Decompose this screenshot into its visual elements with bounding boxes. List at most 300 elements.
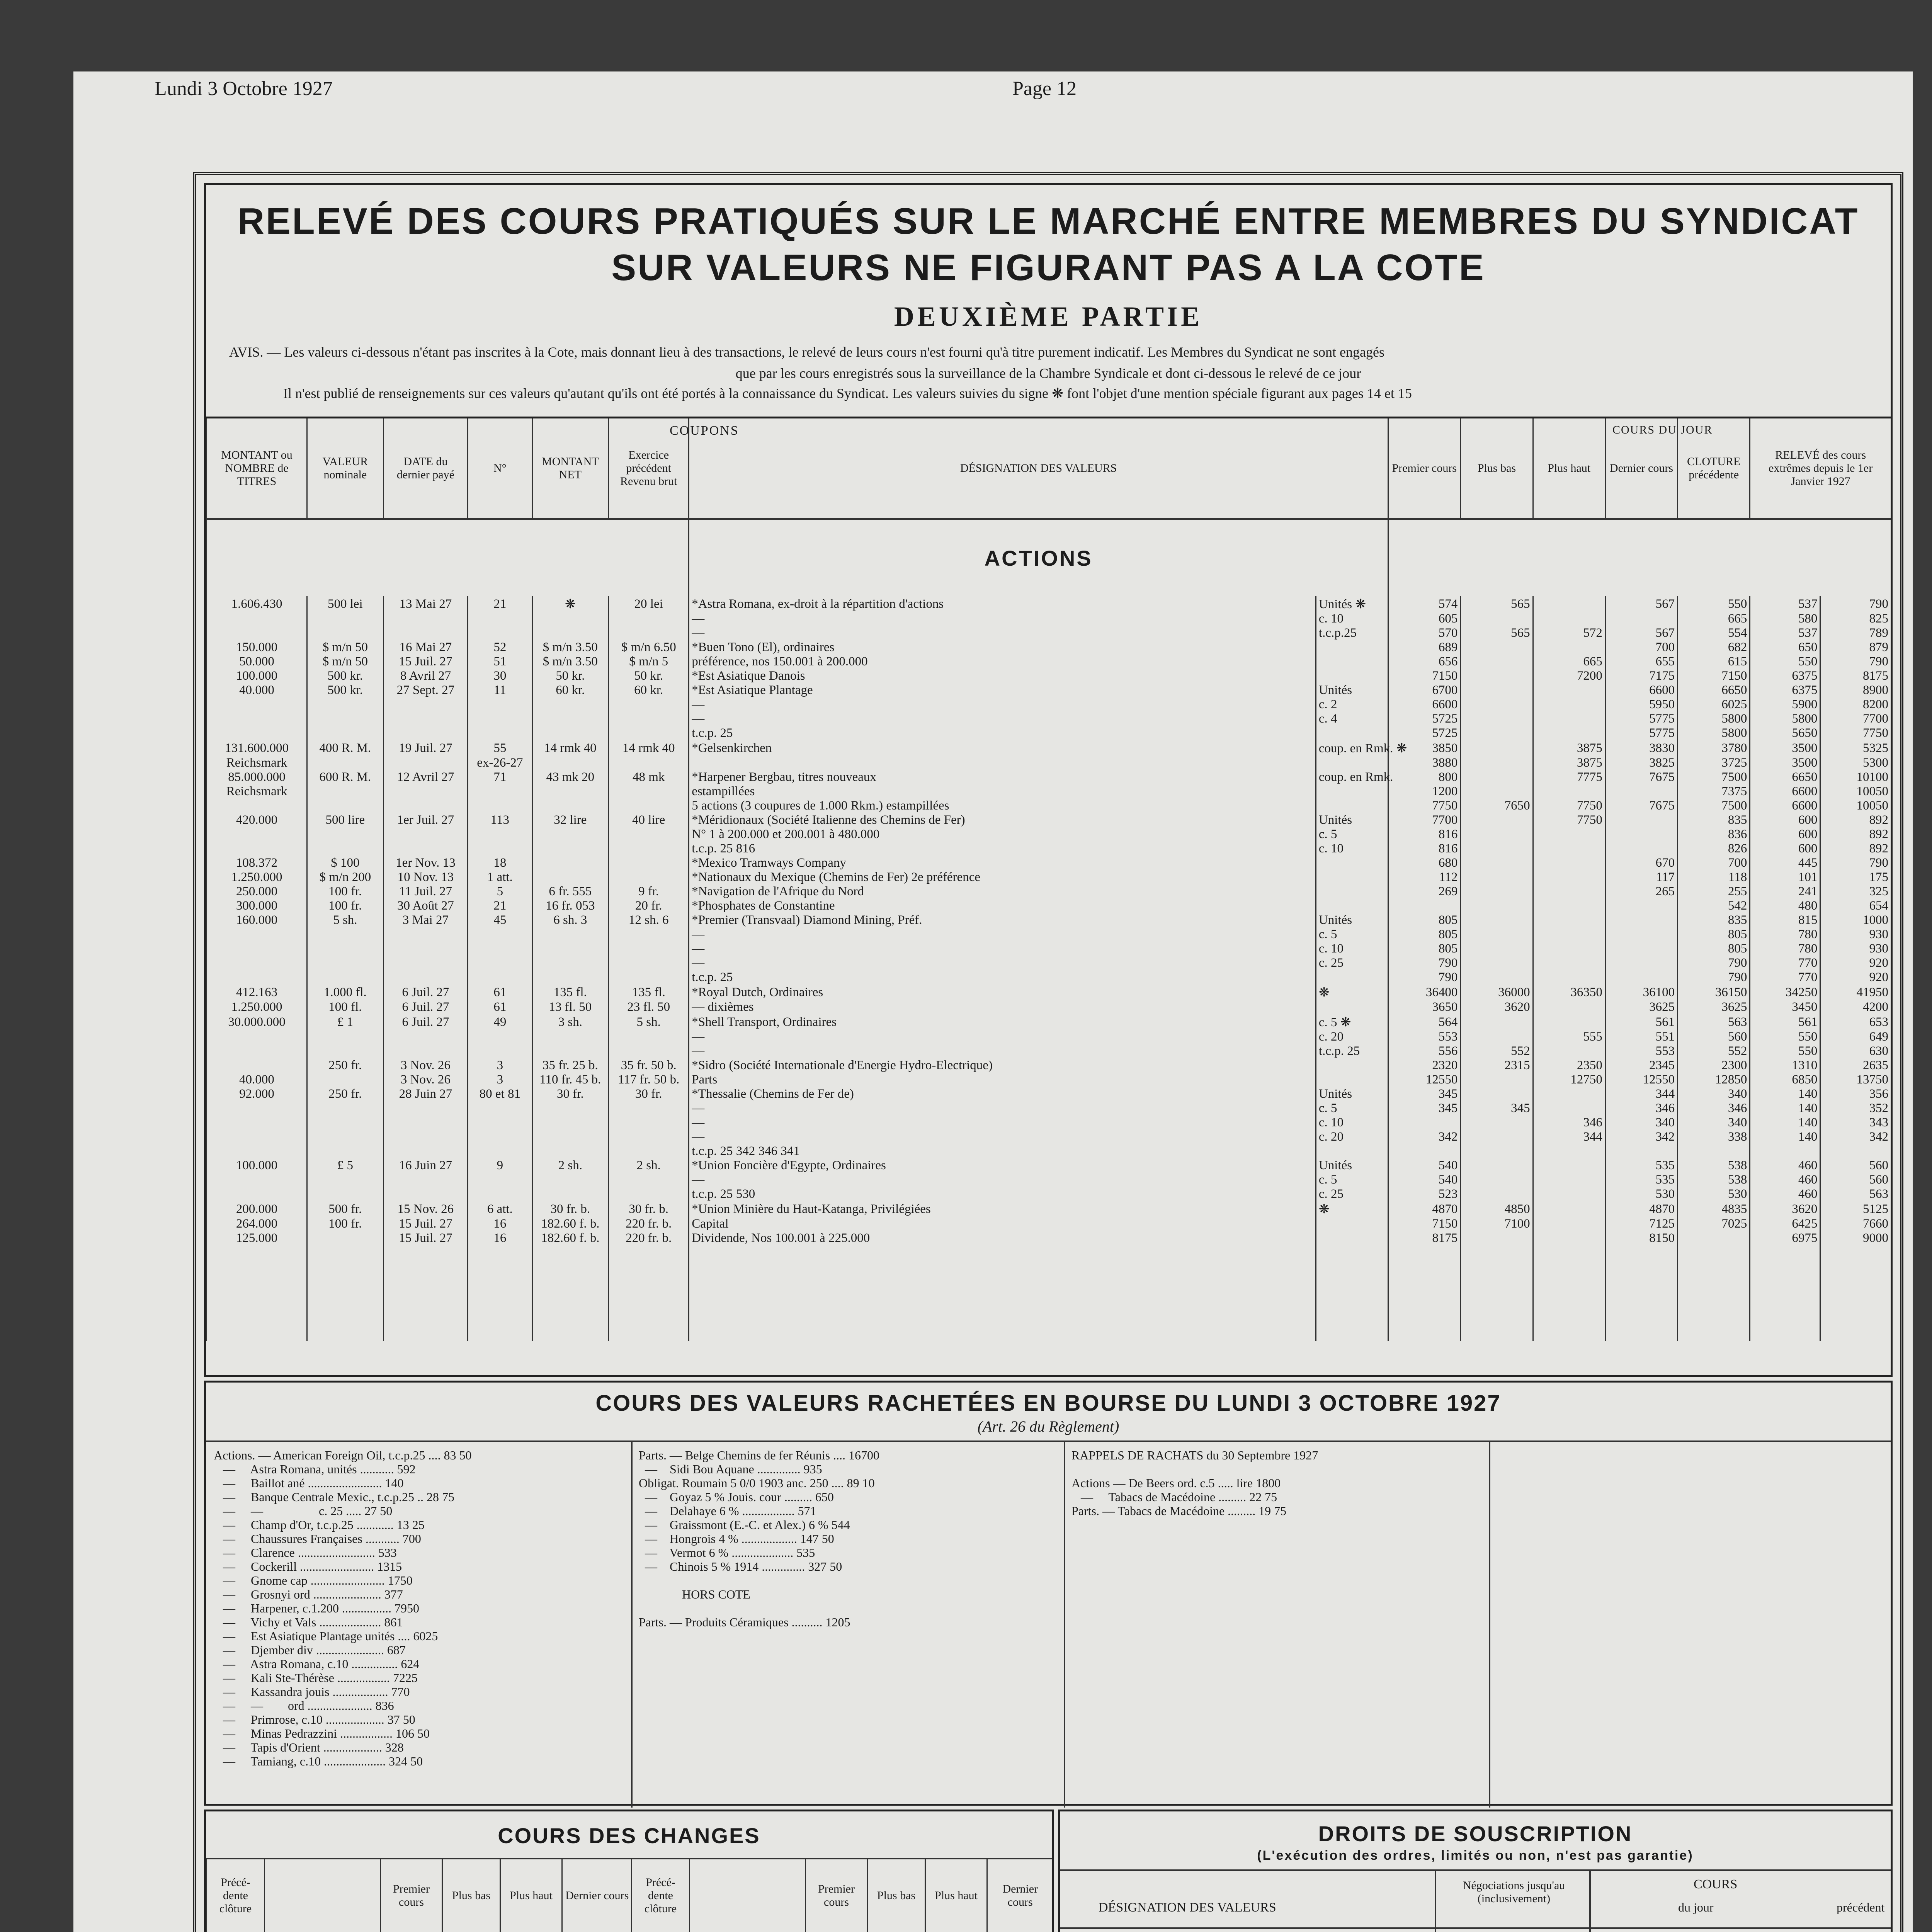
table-cell	[1605, 956, 1677, 970]
table-cell	[1461, 913, 1533, 927]
table-cell: 45	[468, 913, 532, 927]
table-row	[207, 1116, 1891, 1130]
table-cell: 9000	[1820, 1231, 1891, 1245]
table-row	[207, 655, 1891, 669]
table-cell: 825	[1820, 612, 1891, 626]
table-cell: 11	[468, 683, 532, 697]
table-cell: 3620	[1461, 1000, 1533, 1014]
table-cell: 653	[1820, 1014, 1891, 1030]
table-cell	[383, 626, 468, 640]
main-title: RELEVÉ DES COURS PRATIQUÉS SUR LE MARCHÉ ENTRE MEMBRES DU SYNDICAT	[237, 201, 1859, 242]
table-cell: 7750	[1388, 799, 1461, 813]
table-cell: 550	[1750, 655, 1820, 669]
table-cell: 14 rmk 40	[609, 740, 689, 756]
table-cell: 5950	[1605, 697, 1677, 712]
table-cell	[1533, 856, 1605, 870]
table-cell	[532, 842, 609, 856]
table-cell	[307, 1030, 384, 1044]
table-cell	[207, 927, 307, 942]
table-cell	[307, 1101, 384, 1116]
table-cell: c. 20	[1316, 1030, 1388, 1044]
table-cell: ❋	[1316, 1201, 1388, 1217]
table-cell: 1.250.000	[207, 1000, 307, 1014]
table-cell	[468, 712, 532, 726]
table-cell: 1.250.000	[207, 870, 307, 884]
table-cell	[383, 697, 468, 712]
table-cell: 3780	[1678, 740, 1750, 756]
table-cell	[1750, 1144, 1820, 1158]
table-cell: 565	[1461, 596, 1533, 612]
table-cell: 680	[1388, 856, 1461, 870]
empty-row	[207, 1293, 1891, 1305]
changes-section	[204, 1810, 1054, 1932]
table-cell	[307, 784, 384, 799]
table-cell: ❋	[1316, 985, 1388, 1000]
table-cell: 36100	[1605, 985, 1677, 1000]
table-cell	[1461, 770, 1533, 784]
table-cell	[383, 927, 468, 942]
table-cell: —	[689, 697, 1316, 712]
table-cell: 5800	[1678, 726, 1750, 740]
table-cell: 35 fr. 50 b.	[609, 1058, 689, 1073]
table-cell	[383, 799, 468, 813]
table-cell	[532, 626, 609, 640]
table-cell	[532, 712, 609, 726]
table-cell: 51	[468, 655, 532, 669]
table-cell: 6425	[1750, 1217, 1820, 1231]
table-cell: 6 att.	[468, 1201, 532, 1217]
table-cell	[207, 1030, 307, 1044]
table-cell	[383, 1044, 468, 1058]
table-cell	[307, 842, 384, 856]
table-cell	[468, 612, 532, 626]
table-cell	[1461, 870, 1533, 884]
table-cell: 30	[468, 669, 532, 683]
table-cell: 570	[1388, 626, 1461, 640]
header-date: DATE du dernier payé	[383, 418, 468, 519]
table-cell: 60 kr.	[609, 683, 689, 697]
changes-header-premier: Premier cours	[381, 1859, 442, 1932]
table-cell: 6600	[1605, 683, 1677, 697]
table-cell	[1533, 1014, 1605, 1030]
table-cell: —	[689, 1173, 1316, 1187]
table-cell: 879	[1820, 640, 1891, 655]
header-plus-bas: Plus bas	[1461, 418, 1533, 519]
table-cell: 2300	[1678, 1058, 1750, 1073]
table-cell: 553	[1605, 1044, 1677, 1058]
table-cell: 7500	[1678, 799, 1750, 813]
table-cell	[609, 612, 689, 626]
table-cell	[1533, 726, 1605, 740]
table-cell	[1533, 956, 1605, 970]
table-cell	[307, 1044, 384, 1058]
table-cell: *Union Minière du Haut-Katanga, Privilégiées	[689, 1201, 1316, 1217]
table-cell	[1461, 1173, 1533, 1187]
table-cell	[609, 1030, 689, 1044]
page-frame	[193, 172, 1903, 1932]
table-cell	[383, 1173, 468, 1187]
table-cell: 460	[1750, 1173, 1820, 1187]
table-cell: 630	[1820, 1044, 1891, 1058]
table-cell: préférence, nos 150.001 à 200.000	[689, 655, 1316, 669]
table-cell: 340	[1678, 1116, 1750, 1130]
table-cell	[1461, 942, 1533, 956]
table-cell: Unités	[1316, 913, 1388, 927]
table-cell: 61	[468, 1000, 532, 1014]
changes-header-premier-2: Premier cours	[806, 1859, 867, 1932]
table-cell: 564	[1388, 1014, 1461, 1030]
table-cell	[383, 942, 468, 956]
table-cell	[468, 626, 532, 640]
table-cell: 8200	[1820, 697, 1891, 712]
table-cell	[1316, 884, 1388, 899]
part-title: DEUXIÈME PARTIE	[894, 301, 1203, 332]
table-cell: ❋	[532, 596, 609, 612]
changes-header-dernier-2: Dernier cours	[987, 1859, 1053, 1932]
table-cell	[1533, 842, 1605, 856]
table-cell: *Thessalie (Chemins de Fer de)	[689, 1087, 1316, 1101]
table-cell: 5 sh.	[609, 1014, 689, 1030]
droits-header-jour: du jour	[1678, 1900, 1714, 1914]
table-cell	[383, 1187, 468, 1201]
table-cell: *Nationaux du Mexique (Chemins de Fer) 2e préférence	[689, 870, 1316, 884]
table-cell: 540	[1388, 1158, 1461, 1173]
table-cell: 1 att.	[468, 870, 532, 884]
table-cell: 40.000	[207, 683, 307, 697]
table-cell: 7650	[1461, 799, 1533, 813]
table-cell: 5 sh.	[307, 913, 384, 927]
table-cell: 16	[468, 1217, 532, 1231]
table-cell: *Buen Tono (El), ordinaires	[689, 640, 1316, 655]
table-cell: 5725	[1388, 712, 1461, 726]
table-cell: 561	[1605, 1014, 1677, 1030]
table-cell	[609, 784, 689, 799]
table-cell: 13 fl. 50	[532, 1000, 609, 1014]
table-cell	[1605, 913, 1677, 927]
table-cell	[1461, 970, 1533, 985]
table-cell	[207, 1101, 307, 1116]
table-cell	[1316, 669, 1388, 683]
changes-header-cloture-2: Précé-dente clôture	[632, 1859, 690, 1932]
table-cell: 670	[1605, 856, 1677, 870]
table-cell: 338	[1678, 1130, 1750, 1144]
table-cell: 40 lire	[609, 813, 689, 827]
table-cell: 500 fr.	[307, 1201, 384, 1217]
table-cell	[1461, 1030, 1533, 1044]
table-cell: 655	[1605, 655, 1677, 669]
table-cell: 300.000	[207, 899, 307, 913]
table-cell: 6600	[1750, 784, 1820, 799]
table-cell	[468, 1144, 532, 1158]
table-cell	[609, 856, 689, 870]
table-cell: 835	[1678, 813, 1750, 827]
table-cell: 40.000	[207, 1073, 307, 1087]
table-cell	[1461, 1158, 1533, 1173]
table-cell: 665	[1533, 655, 1605, 669]
table-cell: 15 Juil. 27	[383, 655, 468, 669]
table-cell: 565	[1461, 626, 1533, 640]
droits-header-negociations: Négociations jusqu'au (inclusivement)	[1463, 1879, 1565, 1905]
table-cell	[307, 626, 384, 640]
table-cell: 540	[1388, 1173, 1461, 1187]
table-cell: 538	[1678, 1173, 1750, 1187]
table-row	[207, 1058, 1891, 1073]
table-cell: 110 fr. 45 b.	[532, 1073, 609, 1087]
main-subtitle: SUR VALEURS NE FIGURANT PAS A LA COTE	[611, 247, 1485, 288]
table-row	[207, 1187, 1891, 1201]
table-row	[207, 726, 1891, 740]
table-cell	[609, 712, 689, 726]
table-cell: — dixièmes	[689, 1000, 1316, 1014]
table-cell: 2320	[1388, 1058, 1461, 1073]
table-row	[207, 1014, 1891, 1030]
table-row	[207, 1217, 1891, 1231]
table-cell	[468, 799, 532, 813]
table-cell: 550	[1750, 1030, 1820, 1044]
table-cell	[1605, 927, 1677, 942]
table-cell: estampillées	[689, 784, 1316, 799]
table-cell: 7775	[1533, 770, 1605, 784]
table-cell	[609, 726, 689, 740]
table-cell: 3450	[1750, 1000, 1820, 1014]
table-cell	[532, 784, 609, 799]
header-coupons: COUPONS	[670, 423, 739, 438]
droits-header-designation: DÉSIGNATION DES VALEURS	[1099, 1900, 1276, 1915]
table-cell: 52	[468, 640, 532, 655]
table-cell: 6650	[1678, 683, 1750, 697]
table-cell	[207, 1187, 307, 1201]
table-cell: 552	[1461, 1044, 1533, 1058]
table-cell: 7175	[1605, 669, 1677, 683]
table-cell	[207, 970, 307, 985]
table-cell: 5900	[1750, 697, 1820, 712]
empty-row	[207, 1257, 1891, 1269]
table-cell: 412.163	[207, 985, 307, 1000]
table-cell	[609, 1173, 689, 1187]
table-cell	[1533, 899, 1605, 913]
table-cell	[307, 756, 384, 770]
table-cell	[609, 626, 689, 640]
table-cell	[383, 842, 468, 856]
table-cell	[1605, 784, 1677, 799]
table-cell	[1461, 1087, 1533, 1101]
table-cell	[532, 970, 609, 985]
table-cell: 3500	[1750, 756, 1820, 770]
table-cell: —	[689, 956, 1316, 970]
table-row	[207, 1000, 1891, 1014]
table-cell: 4870	[1388, 1201, 1461, 1217]
table-cell: 5	[468, 884, 532, 899]
table-cell	[207, 827, 307, 842]
table-cell: *Navigation de l'Afrique du Nord	[689, 884, 1316, 899]
table-cell: 3825	[1605, 756, 1677, 770]
table-cell	[468, 970, 532, 985]
table-cell	[609, 1116, 689, 1130]
table-cell: c. 20	[1316, 1130, 1388, 1144]
table-cell: ex-26-27	[468, 756, 532, 770]
table-cell: 789	[1820, 626, 1891, 640]
avis-line-3: Il n'est publié de renseignements sur ces valeurs qu'autant qu'ils ont été portés à la connaissance du Syndicat. Les valeurs suivies du signe ❋ font l'objet d'une mention spéciale figurant aux pages 14 et 15	[283, 386, 1412, 401]
table-cell	[1461, 1014, 1533, 1030]
table-cell: 255	[1678, 884, 1750, 899]
table-cell: $ m/n 3.50	[532, 655, 609, 669]
rachetees-col-1: Actions. — American Foreign Oil, t.c.p.25 .... 83 50 — Astra Romana, unités ........... 592 — Baillot ané ........................ 140 — Banque Centrale Mexic., t.c.p.25 .. 28 75 — — c. 25 ..... 27 50 — Champ d'Or, t.c.p.25 ............ 13 25 — Chaussures Françaises ........... 700 — Clarence ......................... 533 — Cockerill ........................ 1315 — Gnome cap ........................ 1750 — Grosnyi ord ...................... 377 — Harpener, c.1.200 ................ 7950 — Vichy et Vals .................... 861 — Est Asiatique Plantage unités .... 6025 — Djember div ...................... 687 — Astra Romana, c.10 ............... 624 — Kali Ste-Thérèse ................. 7225 — Kassandra jouis .................. 770 — — ord ..................... 836 — Primrose, c.10 ................... 37 50 — Minas Pedrazzini ................. 106 50 — Tapis d'Orient ................... 328 — Tamiang, c.10 .................... 324 50	[214, 1448, 472, 1768]
table-cell: 500 kr.	[307, 669, 384, 683]
table-row	[207, 1158, 1891, 1173]
table-row	[207, 970, 1891, 985]
table-cell	[1316, 655, 1388, 669]
table-cell: 770	[1750, 970, 1820, 985]
table-cell: 13750	[1820, 1073, 1891, 1087]
table-cell: 835	[1678, 913, 1750, 927]
table-cell: 535	[1605, 1173, 1677, 1187]
table-cell	[1316, 1000, 1388, 1014]
table-cell	[609, 697, 689, 712]
table-cell: 6 sh. 3	[532, 913, 609, 927]
table-cell	[307, 726, 384, 740]
table-cell: 574	[1388, 596, 1461, 612]
table-cell: 50.000	[207, 655, 307, 669]
table-cell	[383, 1030, 468, 1044]
table-cell: 8150	[1605, 1231, 1677, 1245]
table-cell	[532, 1044, 609, 1058]
table-cell: 346	[1605, 1101, 1677, 1116]
table-cell: —	[689, 927, 1316, 942]
table-cell: 3875	[1533, 740, 1605, 756]
table-row	[207, 884, 1891, 899]
table-cell: 805	[1388, 942, 1461, 956]
table-cell	[1533, 1173, 1605, 1187]
table-cell: Unités	[1316, 813, 1388, 827]
table-cell	[1605, 1144, 1677, 1158]
table-cell: 50 kr.	[532, 669, 609, 683]
table-cell	[532, 726, 609, 740]
table-cell	[532, 1030, 609, 1044]
table-cell	[468, 1130, 532, 1144]
table-cell: 49	[468, 1014, 532, 1030]
table-cell	[609, 827, 689, 842]
table-cell: 21	[468, 596, 532, 612]
table-cell: 20 fr.	[609, 899, 689, 913]
avis-line-2: que par les cours enregistrés sous la surveillance de la Chambre Syndicale et dont ci-dessous le relevé de ce jour	[735, 366, 1361, 381]
table-cell	[609, 799, 689, 813]
table-cell: $ 100	[307, 856, 384, 870]
table-cell: 563	[1678, 1014, 1750, 1030]
table-cell: 805	[1388, 913, 1461, 927]
table-cell: 689	[1388, 640, 1461, 655]
table-cell: t.c.p. 25	[1316, 1044, 1388, 1058]
table-row	[207, 770, 1891, 784]
table-cell: 345	[1388, 1087, 1461, 1101]
table-cell: 542	[1678, 899, 1750, 913]
table-cell: 572	[1533, 626, 1605, 640]
table-cell	[307, 1231, 384, 1245]
table-cell: 930	[1820, 927, 1891, 942]
table-cell: Unités	[1316, 683, 1388, 697]
table-cell: 556	[1388, 1044, 1461, 1058]
table-cell: 250 fr.	[307, 1087, 384, 1101]
table-cell	[383, 612, 468, 626]
table-cell: 500 lei	[307, 596, 384, 612]
header-valeur: VALEUR nominale	[307, 418, 384, 519]
table-cell: *Méridionaux (Société Italienne des Chemins de Fer)	[689, 813, 1316, 827]
table-cell	[307, 1144, 384, 1158]
table-cell: Capital	[689, 1217, 1316, 1231]
table-cell	[1461, 726, 1533, 740]
table-cell: 23 fl. 50	[609, 1000, 689, 1014]
table-cell	[307, 1173, 384, 1187]
table-cell: 12750	[1533, 1073, 1605, 1087]
table-cell: 5325	[1820, 740, 1891, 756]
table-cell: 10050	[1820, 784, 1891, 799]
table-cell	[532, 1144, 609, 1158]
table-cell: 50 kr.	[609, 669, 689, 683]
table-cell: 345	[1388, 1101, 1461, 1116]
table-cell: 325	[1820, 884, 1891, 899]
table-cell: 551	[1605, 1030, 1677, 1044]
table-cell: 48 mk	[609, 770, 689, 784]
table-cell: 1er Nov. 13	[383, 856, 468, 870]
table-cell	[1461, 1116, 1533, 1130]
table-cell	[1316, 1144, 1388, 1158]
table-cell	[468, 927, 532, 942]
table-row	[207, 899, 1891, 913]
table-cell: 3875	[1533, 756, 1605, 770]
table-cell: 560	[1820, 1158, 1891, 1173]
table-cell: 100 fr.	[307, 884, 384, 899]
table-cell: 600	[1750, 827, 1820, 842]
table-cell	[1316, 799, 1388, 813]
table-cell: 654	[1820, 899, 1891, 913]
table-row	[207, 1044, 1891, 1058]
table-cell	[468, 1116, 532, 1130]
table-cell	[532, 956, 609, 970]
table-row	[207, 813, 1891, 827]
table-cell: 140	[1750, 1130, 1820, 1144]
table-cell: 182.60 f. b.	[532, 1217, 609, 1231]
table-cell: 85.000.000	[207, 770, 307, 784]
changes-header-cloture: Précé-dente clôture	[207, 1859, 265, 1932]
table-cell: 480	[1750, 899, 1820, 913]
table-cell: 13 Mai 27	[383, 596, 468, 612]
table-cell	[1388, 899, 1461, 913]
table-cell	[468, 1173, 532, 1187]
table-cell	[1820, 1144, 1891, 1158]
table-cell: 346	[1533, 1116, 1605, 1130]
table-cell	[1316, 856, 1388, 870]
table-row	[207, 712, 1891, 726]
table-cell: 160.000	[207, 913, 307, 927]
table-cell: 356	[1820, 1087, 1891, 1101]
table-cell: 535	[1605, 1158, 1677, 1173]
table-cell: £ 5	[307, 1158, 384, 1173]
table-cell: —	[689, 1116, 1316, 1130]
table-row	[207, 927, 1891, 942]
table-cell: 3	[468, 1073, 532, 1087]
table-cell: 7125	[1605, 1217, 1677, 1231]
header-montant: MONTANT ou NOMBRE de TITRES	[207, 418, 307, 519]
table-cell: 2 sh.	[609, 1158, 689, 1173]
table-cell	[1533, 683, 1605, 697]
table-cell	[532, 612, 609, 626]
table-cell: $ m/n 50	[307, 655, 384, 669]
table-cell	[468, 726, 532, 740]
table-cell	[307, 1187, 384, 1201]
table-cell	[307, 612, 384, 626]
droits-subtitle: (L'exécution des ordres, limités ou non, n'est pas garantie)	[1257, 1848, 1694, 1863]
table-cell: c. 5	[1316, 927, 1388, 942]
table-cell: 460	[1750, 1187, 1820, 1201]
